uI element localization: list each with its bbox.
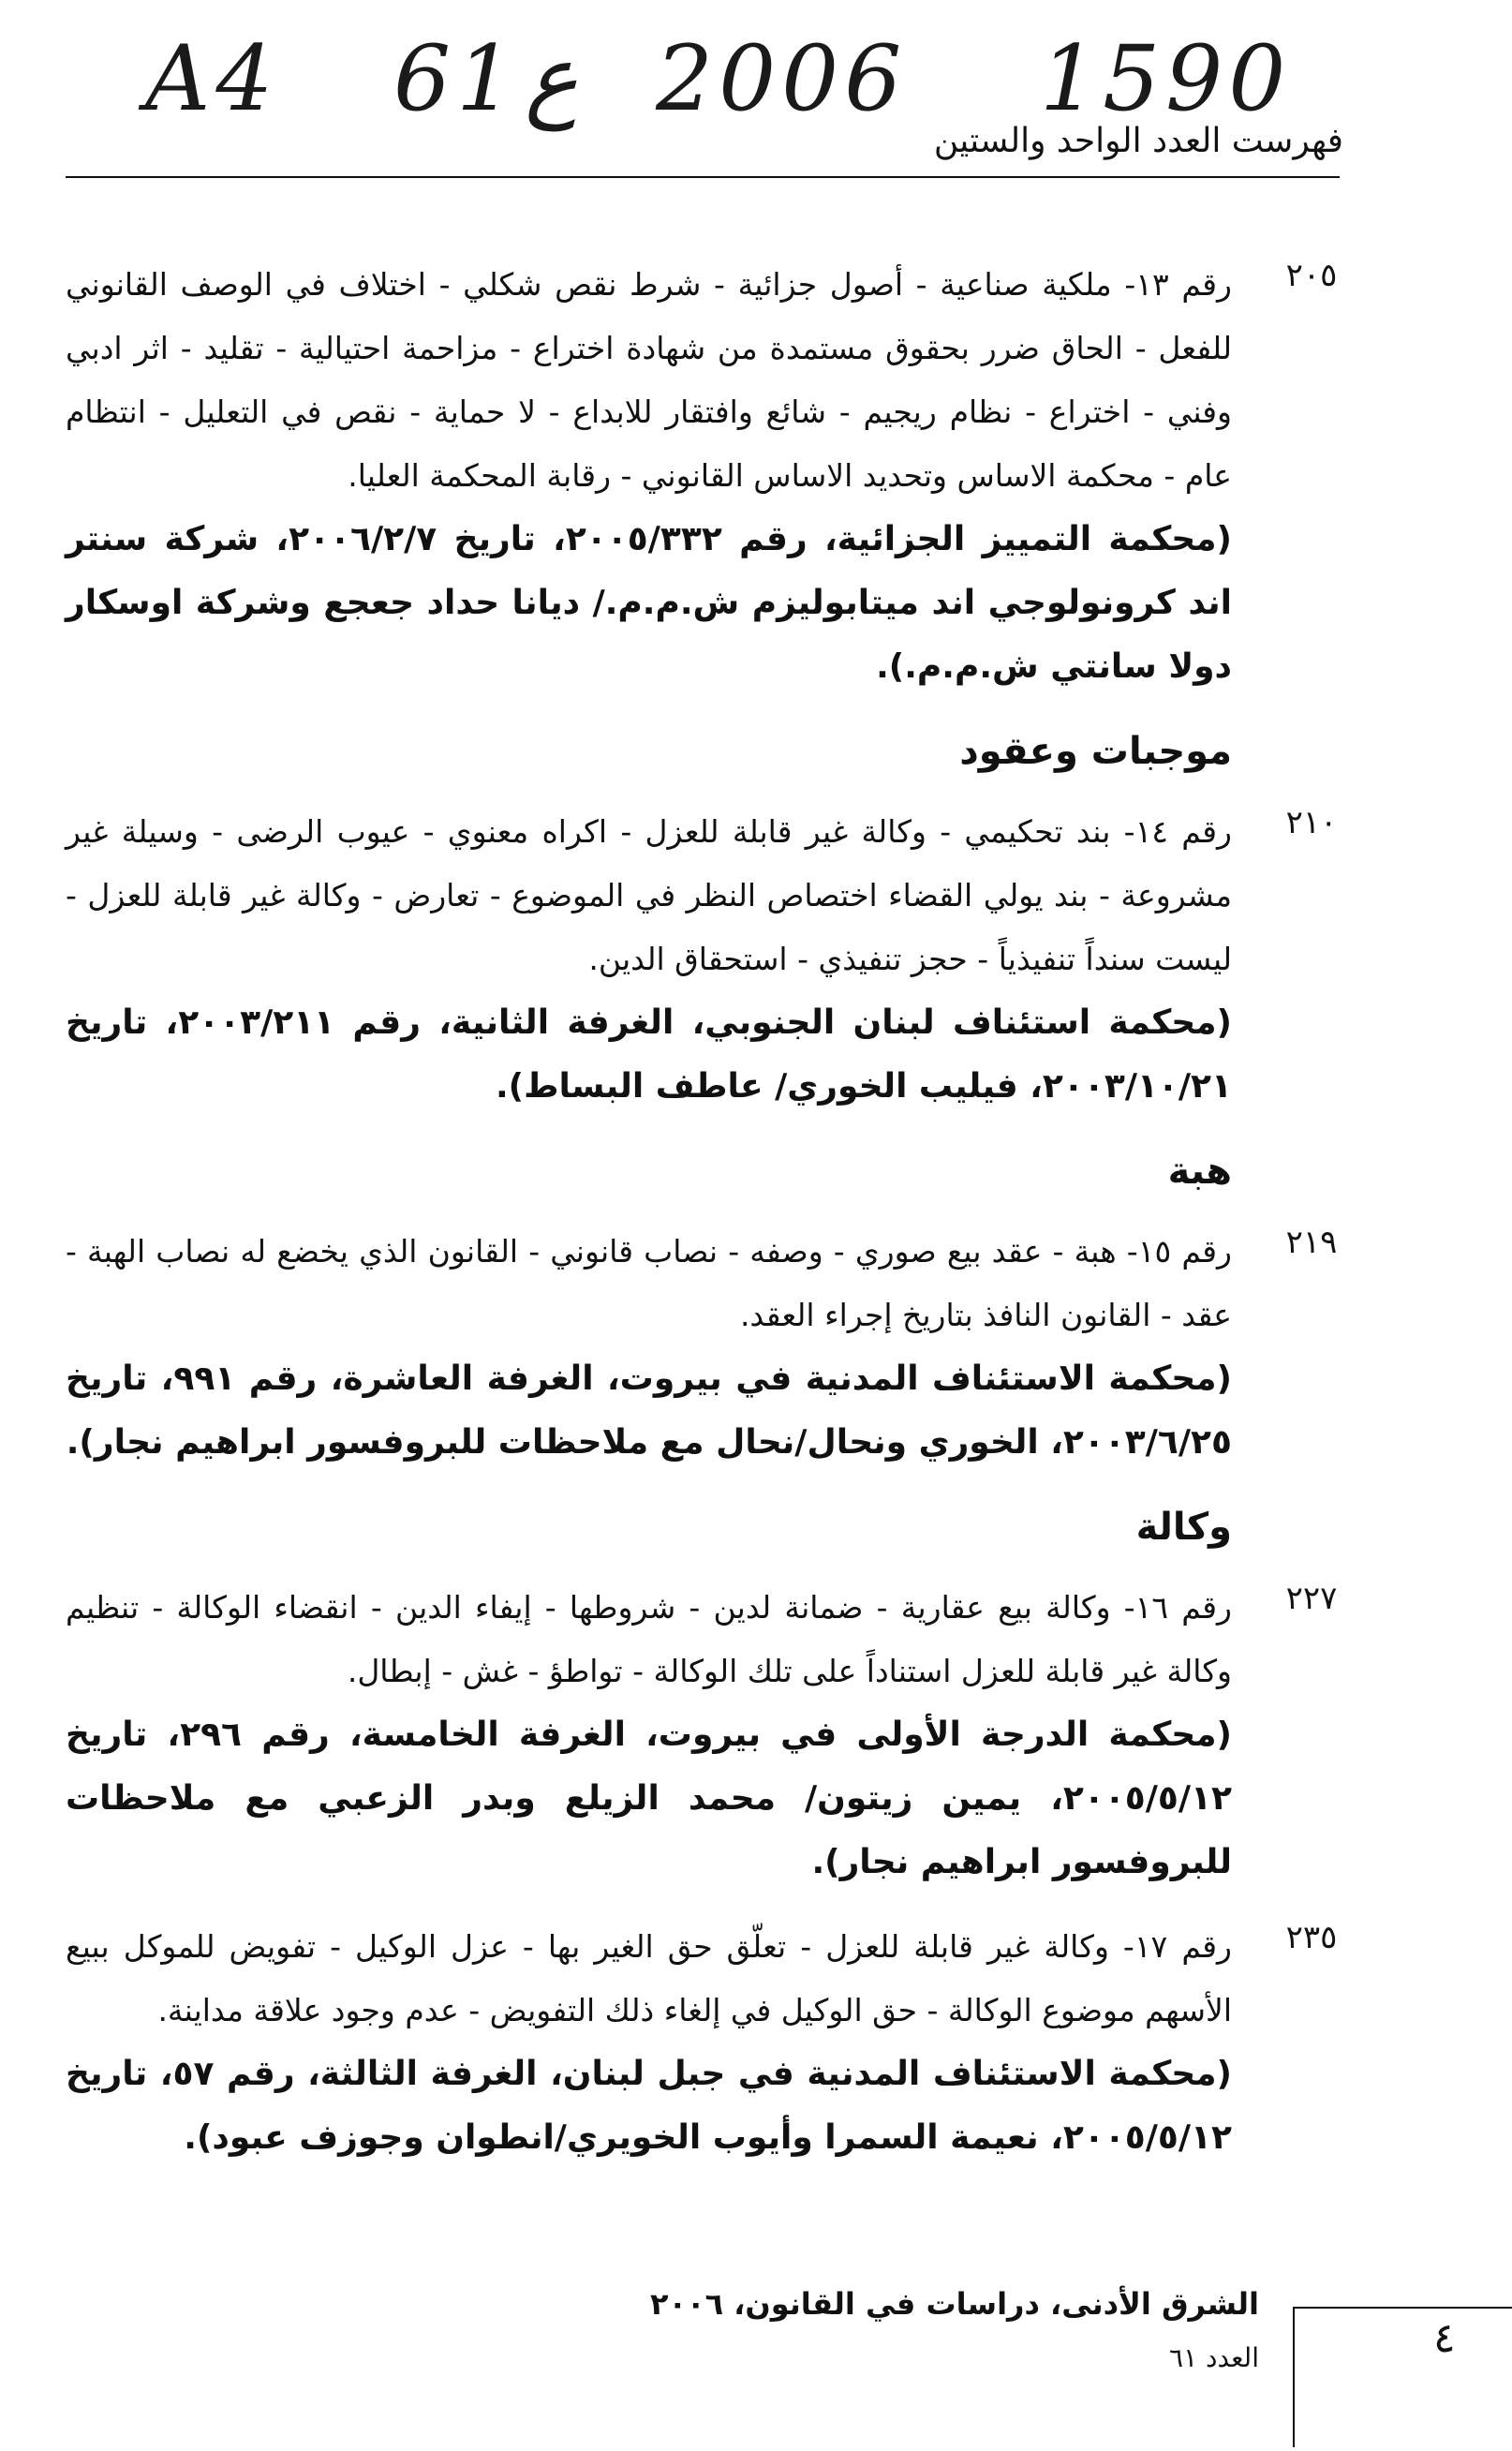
entry-page-number: ٢٠٥ — [1285, 257, 1338, 294]
entry-page-number: ٢٣٥ — [1285, 1919, 1338, 1956]
index-content — [66, 253, 1363, 2191]
footer-rule — [1293, 2307, 1512, 2309]
section-heading-gift: هبة — [1167, 1150, 1232, 1193]
handwritten-letter: ع — [525, 26, 579, 131]
entry-body — [66, 1915, 1232, 2170]
index-entry — [66, 1576, 1363, 1894]
page-number: ٤ — [1433, 2314, 1456, 2362]
entry-keywords: رقم ١٤- بند تحكيمي - وكالة غير قابلة للعزل - اكراه معنوي - عيوب الرضى - وسيلة غير مشروعة - بند يولي القضاء اختصاص النظر في الموضوع - تعارض - وكالة غير قابلة للعزل - ليست سنداً تنفيذياً - حجز تنفيذي - استحقاق الدين. — [66, 813, 1232, 977]
entry-keywords: رقم ١٧- وكالة غير قابلة للعزل - تعلّق حق الغير بها - عزل الوكيل - تفويض للموكل ببيع الأسهم موضوع الوكالة - حق الوكيل في إلغاء ذلك التفويض - عدم وجود علاقة مداينة. — [66, 1928, 1232, 2028]
handwritten-issue: 61 — [393, 26, 520, 131]
footer-rule-vertical — [1293, 2307, 1295, 2447]
entry-citation: (محكمة الاستئناف المدنية في جبل لبنان، الغرفة الثالثة، رقم ٥٧، تاريخ ٢٠٠٥/٥/١٢، نعيمة السمرا وأيوب الخويري/انطوان وجوزف عبود). — [66, 2055, 1232, 2157]
entry-citation: (محكمة استئناف لبنان الجنوبي، الغرفة الثانية، رقم ٢٠٠٣/٢١١، تاريخ ٢٠٠٣/١٠/٢١، فيليب الخوري/ عاطف البساط). — [66, 1003, 1232, 1106]
handwritten-a4: A4 — [145, 26, 279, 131]
entry-page-number: ٢١٩ — [1285, 1224, 1338, 1261]
section-heading-agency: وكالة — [1135, 1506, 1232, 1549]
index-entry — [66, 253, 1363, 699]
entry-page-number: ٢٢٧ — [1285, 1580, 1338, 1617]
entry-citation: (محكمة التمييز الجزائية، رقم ٢٠٠٥/٣٣٢، تاريخ ٢٠٠٦/٢/٧، شركة سنتر اند كرونولوجي اند ميتابوليزم ش.م.م./ ديانا حداد جعجع وشركة اوسكار دولا سانتي ش.م.م.). — [66, 520, 1232, 686]
index-entry — [66, 1915, 1363, 2170]
section-heading-obligations: موجبات وعقود — [959, 730, 1232, 773]
footer-journal-title: الشرق الأدنى، دراسات في القانون، ٢٠٠٦ — [649, 2286, 1259, 2322]
index-entry — [66, 800, 1363, 1119]
handwritten-number: 1590 — [1040, 26, 1292, 131]
entry-keywords: رقم ١٦- وكالة بيع عقارية - ضمانة لدين - شروطها - إيفاء الدين - انقضاء الوكالة - تنظيم وكالة غير قابلة للعزل استناداً على تلك الوكالة - تواطؤ - غش - إبطال. — [66, 1589, 1232, 1689]
entry-body — [66, 1576, 1232, 1894]
entry-citation: (محكمة الدرجة الأولى في بيروت، الغرفة الخامسة، رقم ٢٩٦، تاريخ ٢٠٠٥/٥/١٢، يمين زيتون/ محمد الزيلع وبدر الزعبي مع ملاحظات للبروفسور ابراهيم نجار). — [66, 1716, 1232, 1881]
entry-body — [66, 800, 1232, 1119]
footer-issue-number: العدد ٦١ — [1169, 2342, 1259, 2373]
entry-citation: (محكمة الاستئناف المدنية في بيروت، الغرفة العاشرة، رقم ٩٩١، تاريخ ٢٠٠٣/٦/٢٥، الخوري ونحال/نحال مع ملاحظات للبروفسور ابراهيم نجار). — [66, 1359, 1232, 1462]
header-rule — [66, 176, 1340, 178]
entry-page-number: ٢١٠ — [1285, 804, 1338, 841]
entry-keywords: رقم ١٥- هبة - عقد بيع صوري - وصفه - نصاب قانوني - القانون الذي يخضع له نصاب الهبة - عقد - القانون النافذ بتاريخ إجراء العقد. — [66, 1233, 1232, 1333]
entry-body — [66, 1220, 1232, 1475]
entry-body — [66, 253, 1232, 699]
index-entry — [66, 1220, 1363, 1475]
handwritten-year: 2006 — [656, 26, 908, 131]
entry-keywords: رقم ١٣- ملكية صناعية - أصول جزائية - شرط نقص شكلي - اختلاف في الوصف القانوني للفعل - الحاق ضرر بحقوق مستمدة من شهادة اختراع - مزاحمة احتيالية - تقليد - اثر ادبي وفني - اختراع - نظام ريجيم - شائع وافتقار للابداع - لا حماية - نقص في التعليل - انتظام عام - محكمة الاساس وتحديد الاساس القانوني - رقابة المحكمة العليا. — [66, 266, 1232, 494]
page-header-title: فهرست العدد الواحد والستين — [933, 122, 1343, 160]
